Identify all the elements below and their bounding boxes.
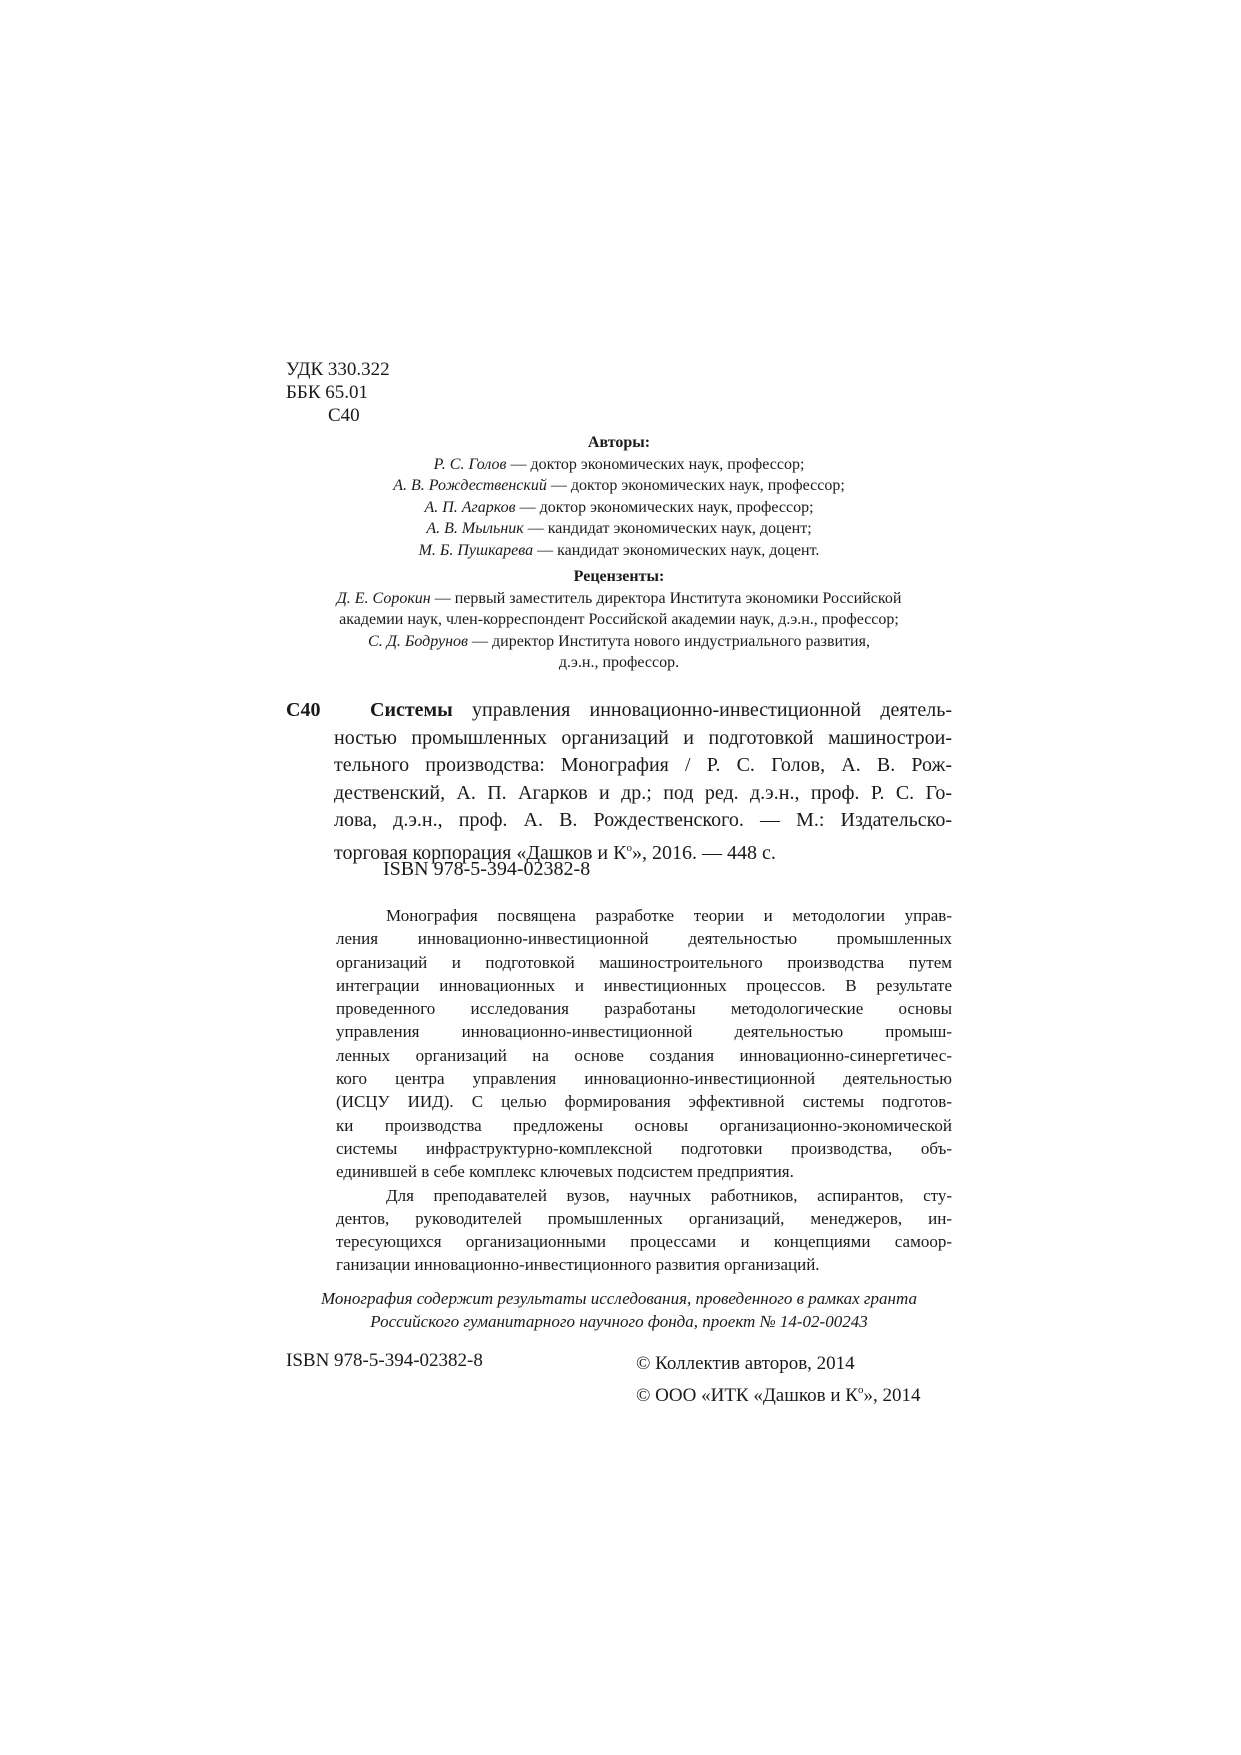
- reviewer-title: — первый заместитель директора Института экономики Российской: [430, 589, 902, 607]
- catalog-isbn: ISBN 978-5-394-02382-8: [383, 858, 591, 880]
- catalog-line: [334, 697, 952, 725]
- catalog-line-text: », 2016. — 448 с.: [631, 841, 776, 864]
- reviewer-line: академии наук, член-корреспондент Российской академии наук, д.э.н., профессор;: [339, 611, 899, 628]
- reviewer-line: [286, 588, 952, 610]
- copyright-block: [636, 1350, 920, 1409]
- catalog-line: ностью промышленных организаций и подготовкой машинострои-: [334, 726, 952, 749]
- abstract-line: ки производства предложены основы организационно-экономической: [336, 1115, 952, 1135]
- author-line: [286, 454, 952, 476]
- catalog-line: дественский, А. П. Агарков и др.; под ред. д.э.н., проф. Р. С. Го-: [334, 781, 952, 804]
- author-name: А. П. Агарков: [424, 498, 516, 516]
- author-title: — доктор экономических наук, профессор;: [546, 477, 845, 494]
- catalog-line: тельного производства: Монография / Р. С. Голов, А. В. Рож-: [334, 754, 952, 776]
- bbk-code: ББК 65.01: [286, 382, 368, 403]
- abstract-line: дентов, руководителей промышленных организаций, менеджеров, ин-: [336, 1208, 952, 1228]
- abstract: [336, 904, 952, 1277]
- author-title: — кандидат экономических наук, доцент;: [523, 520, 812, 537]
- author-line: [286, 497, 952, 519]
- abstract-line: управления инновационно-инвестиционной деятельностью промыш-: [336, 1022, 952, 1042]
- copyright-text: © ООО «ИТК «Дашков и К: [636, 1385, 858, 1406]
- classification-codes: [286, 358, 390, 427]
- abstract-line: (ИСЦУ ИИД). С целью формирования эффективной системы подготов-: [336, 1092, 952, 1112]
- author-name: Р. С. Голов: [433, 455, 507, 473]
- author-line: [286, 518, 952, 540]
- reviewers-heading: Рецензенты:: [573, 568, 665, 585]
- copyright-line: [636, 1377, 920, 1409]
- copyright-line: © Коллектив авторов, 2014: [636, 1353, 855, 1374]
- author-title: — кандидат экономических наук, доцент.: [533, 541, 820, 559]
- author-line: [286, 540, 952, 562]
- abstract-line: системы инфраструктурно-комплексной подготовки производства, объ-: [336, 1138, 952, 1158]
- abstract-line: организаций и подготовкой машиностроительного производства путем: [336, 952, 952, 972]
- footer-isbn: ISBN 978-5-394-02382-8: [286, 1350, 483, 1371]
- catalog-title: Системы: [370, 699, 453, 721]
- abstract-line: единившей в себе комплекс ключевых подсистем предприятия.: [336, 1162, 794, 1182]
- abstract-line: ленных организаций на основе создания инновационно-синергетичес-: [336, 1045, 952, 1065]
- author-line: [286, 475, 952, 497]
- author-name: А. В. Мыльник: [426, 520, 524, 537]
- reviewer-title: — директор Института нового индустриального развития,: [467, 632, 870, 650]
- author-name: М. Б. Пушкарева: [418, 541, 534, 559]
- abstract-line: кого центра управления инновационно-инвестиционной деятельностью: [336, 1069, 952, 1089]
- authors-block: [286, 432, 952, 561]
- reviewer-line: [286, 631, 952, 653]
- reviewers-block: [286, 566, 952, 674]
- reviewer-line: д.э.н., профессор.: [558, 654, 680, 671]
- abstract-line: проведенного исследования разработаны методологические основы: [336, 999, 952, 1019]
- author-title: — доктор экономических наук, профессор;: [515, 498, 814, 516]
- grant-note: [286, 1287, 952, 1333]
- superscript: о: [626, 841, 632, 854]
- catalog-line-text: управления инновационно-инвестиционной деятель-: [452, 699, 952, 721]
- copyright-text: », 2014: [863, 1385, 921, 1406]
- authors-heading: Авторы:: [587, 434, 651, 451]
- author-mark: С40: [328, 405, 360, 426]
- grant-line: Российского гуманитарного научного фонда, проект № 14-02-00243: [370, 1312, 868, 1331]
- catalog-code: С40: [286, 699, 321, 721]
- abstract-line: интеграции инновационных и инвестиционных процессов. В результате: [336, 975, 952, 995]
- reviewer-name: Д. Е. Сорокин: [336, 589, 431, 607]
- abstract-line: ления инновационно-инвестиционной деятельностью промышленных: [336, 929, 952, 949]
- superscript: о: [857, 1384, 864, 1396]
- catalog-line: лова, д.э.н., проф. А. В. Рождественского. — М.: Издательско-: [334, 809, 952, 831]
- grant-line: Монография содержит результаты исследования, проведенного в рамках гранта: [321, 1289, 917, 1308]
- catalog-line-text: торговая корпорация «Дашков и К: [334, 841, 627, 864]
- abstract-line: ганизации инновационно-инвестиционного развития организаций.: [336, 1255, 820, 1275]
- abstract-line: тересующихся организационными процессами и концепциями самоор-: [336, 1232, 952, 1252]
- abstract-line: Для преподавателей вузов, научных работников, аспирантов, сту-: [386, 1185, 952, 1205]
- author-name: А. В. Рождественский: [393, 477, 547, 494]
- udk-code: УДК 330.322: [286, 359, 390, 380]
- reviewer-name: С. Д. Бодрунов: [368, 632, 468, 650]
- catalog-entry: [334, 697, 952, 862]
- abstract-line: Монография посвящена разработке теории и методологии управ-: [386, 906, 952, 925]
- author-title: — доктор экономических наук, профессор;: [506, 455, 805, 473]
